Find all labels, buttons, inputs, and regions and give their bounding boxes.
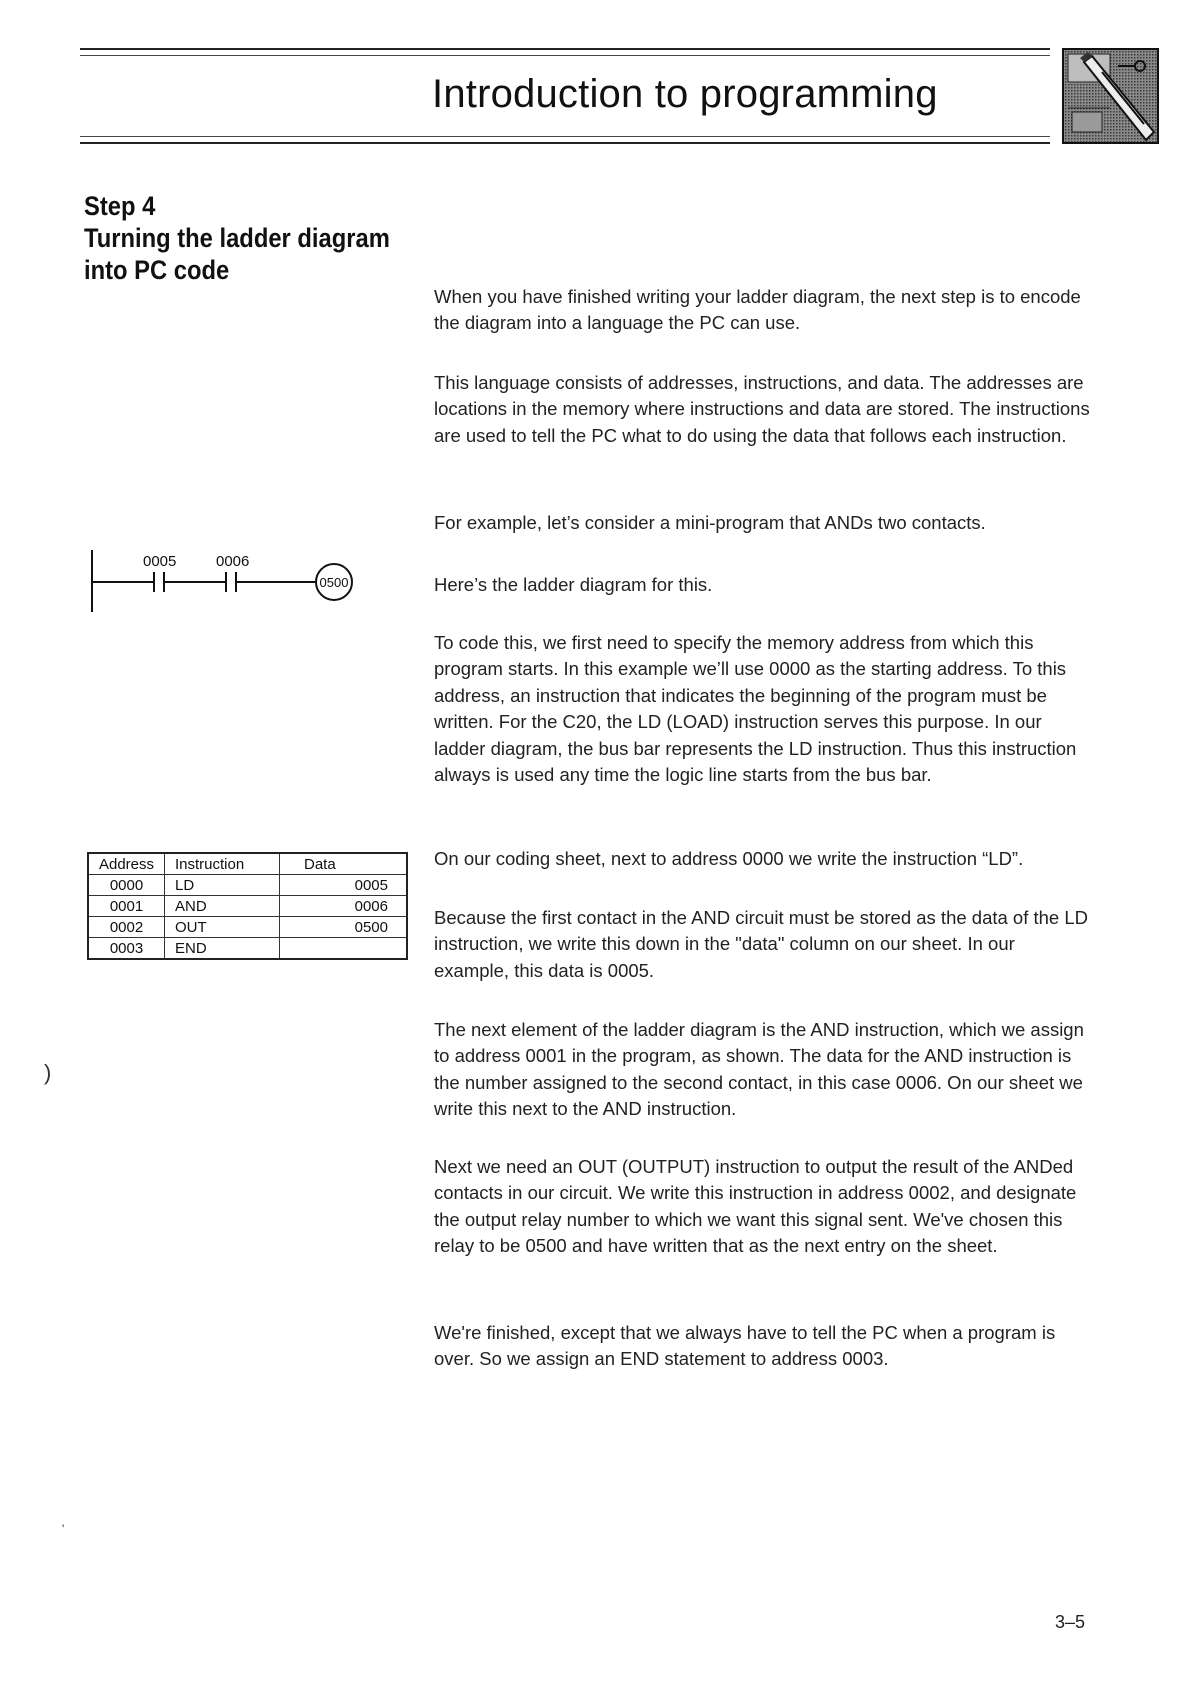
step-title-line-1: Turning the ladder diagram <box>84 223 390 253</box>
table-row <box>88 875 407 896</box>
paragraph-end: We're finished, except that we always have to tell the PC when a program is over. So we assign an END statement to address 0003. <box>434 1322 1056 1370</box>
coding-sheet-table <box>87 852 408 960</box>
header-top-rule <box>80 48 1050 50</box>
contact-label-2: 0006 <box>216 553 250 570</box>
paragraph-and: The next element of the ladder diagram is the AND instruction, which we assign to address 0001 in the program, as shown. The data for the AND instruction is the number assigned to the second contact, in this case 0006. On our sheet we write this next to the AND instruction. <box>434 1019 1084 1120</box>
cell-address: 0000 <box>88 875 165 896</box>
cell-instruction: END <box>165 938 280 960</box>
paragraph-coding: To code this, we first need to specify the memory address from which this program starts. In this example we’ll use 0000 as the starting address. To this address, an instruction that indicates the beginning of the program must be written. For the C20, the LD (LOAD) instruction serves this purpose. In our ladder diagram, the bus bar represents the LD instruction. Thus this instruction always is used any time the logic line starts from the bus bar. <box>434 632 1077 786</box>
pen-on-panel-icon <box>1062 48 1159 144</box>
cell-address: 0002 <box>88 917 165 938</box>
cell-data <box>280 938 408 960</box>
table-row <box>88 938 407 960</box>
paragraph-out: Next we need an OUT (OUTPUT) instruction to output the result of the ANDed contacts in our circuit. We write this instruction in address 0002, and designate the output relay number to which we want this signal sent. We've chosen this relay to be 0500 and have written that as the next entry on the sheet. <box>434 1156 1077 1257</box>
contact-0006 <box>226 572 236 592</box>
ladder-diagram <box>84 548 364 616</box>
table-header-row <box>88 853 407 875</box>
page-title: Introduction to programming <box>432 72 938 116</box>
paragraph-example: For example, let’s consider a mini-program that ANDs two contacts. <box>434 512 986 533</box>
cell-data: 0006 <box>280 896 408 917</box>
column-header-address: Address <box>88 853 165 875</box>
paragraph-ld-data: Because the first contact in the AND circuit must be stored as the data of the LD instruction, we write this down in the "data" column on our sheet. In our example, this data is 0005. <box>434 907 1089 981</box>
cell-data: 0500 <box>280 917 408 938</box>
coil-label: 0500 <box>319 575 349 590</box>
header-top-rule-inner <box>80 55 1050 56</box>
cell-instruction: LD <box>165 875 280 896</box>
header-bottom-rule-inner <box>80 136 1050 137</box>
contact-label-1: 0005 <box>143 553 177 570</box>
paragraph-ladder-intro: Here’s the ladder diagram for this. <box>434 574 713 595</box>
header-bottom-rule <box>80 142 1050 144</box>
paragraph-coding-sheet: On our coding sheet, next to address 0000 we write the instruction “LD”. <box>434 848 1024 869</box>
scan-mark: ) <box>44 1060 52 1085</box>
cell-data: 0005 <box>280 875 408 896</box>
scan-dot: ' <box>62 1522 65 1536</box>
paragraph-language: This language consists of addresses, instructions, and data. The addresses are locations in the memory where instructions and data are stored. The instructions are used to tell the PC what to do using the data that follows each instruction. <box>434 372 1090 446</box>
column-header-data: Data <box>280 853 408 875</box>
step-label: Step 4 <box>84 191 156 221</box>
column-header-instruction: Instruction <box>165 853 280 875</box>
table-row <box>88 917 407 938</box>
paragraph-encode-intro: When you have finished writing your ladder diagram, the next step is to encode the diagram into a language the PC can use. <box>434 286 1081 334</box>
page-number: 3–5 <box>1055 1612 1086 1632</box>
cell-address: 0001 <box>88 896 165 917</box>
cell-instruction: OUT <box>165 917 280 938</box>
cell-address: 0003 <box>88 938 165 960</box>
contact-0005 <box>154 572 164 592</box>
cell-instruction: AND <box>165 896 280 917</box>
step-title-line-2: into PC code <box>84 255 230 285</box>
table-row <box>88 896 407 917</box>
section-heading <box>84 190 390 286</box>
